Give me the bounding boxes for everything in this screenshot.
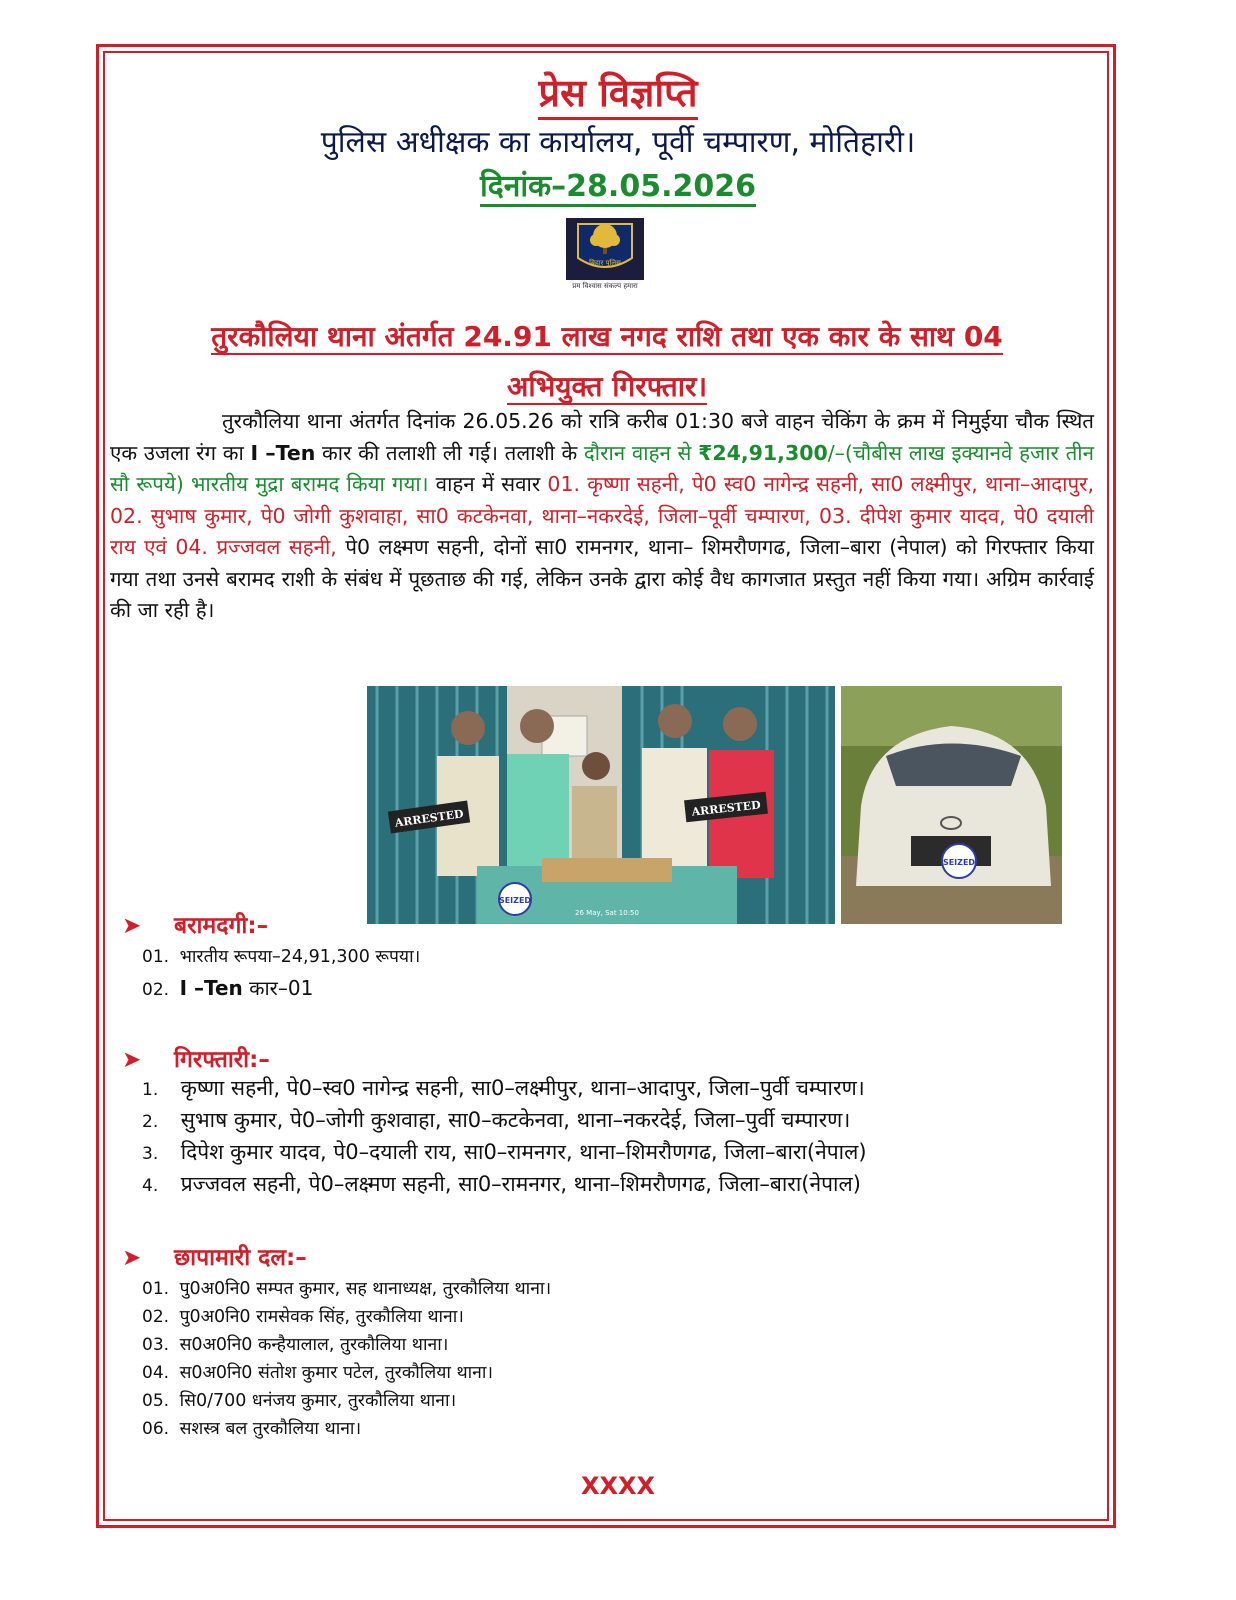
raid-team-member: 01. पु0अ0नि0 सम्पत कुमार, सह थानाध्यक्ष, तुरकौलिया थाना। (142, 1279, 552, 1299)
arrested-label-1: ARRESTED (394, 807, 465, 830)
arrests-heading: ➤ गिरफ्तारी:– (122, 1047, 270, 1073)
arrest-item: 1. कृष्णा सहनी, पे0–स्व0 नागेन्द्र सहनी, सा0–लक्ष्मीपुर, थाना–आदापुर, जिला–पुर्वी चम्पारण। (142, 1076, 865, 1100)
seized-car-photo (841, 686, 1062, 924)
photo-timestamp: 26 May, Sat 10:50 (575, 909, 639, 917)
office-name: पुलिस अधीक्षक का कार्यालय, पूर्वी चम्पारण, मोतिहारी। (320, 125, 916, 160)
raid-team-member: 06. सशस्त्र बल तुरकौलिया थाना। (142, 1419, 362, 1439)
arrest-item: 2. सुभाष कुमार, पे0–जोगी कुशवाहा, सा0–कटकेनवा, थाना–नकरदेई, जिला–पुर्वी चम्पारण। (142, 1108, 851, 1132)
raid-team-member: 04. स0अ0नि0 संतोश कुमार पटेल, तुरकौलिया थाना। (142, 1363, 494, 1383)
body-text-2: कार की तलाशी ली गई। तलाशी के (315, 440, 584, 465)
raid-team-heading: ➤ छापामारी दल:– (122, 1245, 307, 1271)
arrow-bullet-icon: ➤ (122, 1047, 142, 1073)
recovery-heading: ➤ बरामदगी:– (122, 913, 269, 939)
recovery-item: 02. I –Ten कार–01 (142, 976, 314, 1000)
arrest-item: 3. दिपेश कुमार यादव, पे0–दयाली राय, सा0–रामनगर, थाना–शिमरौणगढ, जिला–बारा(नेपाल) (142, 1140, 867, 1164)
car-model: I –Ten (250, 440, 316, 465)
recovery-item: 01. भारतीय रूपया–24,91,300 रूपया। (142, 947, 421, 967)
amount-description: /–(चौबीस लाख इक्यानवे हजार तीन सौ रूपये) भारतीय मुद्रा बरामद किया गया। (110, 440, 1094, 496)
arrow-bullet-icon: ➤ (122, 1245, 142, 1271)
body-text-1: तुरकौलिया थाना अंतर्गत दिनांक 26.05.26 को रात्रि करीब 01:30 बजे वाहन चेकिंग के क्रम में निमुईया चौक स्थित एक उजला रंग का (110, 409, 1094, 465)
body-text-4: पे0 लक्ष्मण सहनी, दोनों सा0 रामनगर, थाना– शिमरौणगढ, जिला–बारा (नेपाल) को गिरफ्तार किया गया तथा उनसे बरामद राशी के संबंध में पूछताछ की गई, लेकिन उनके द्वारा कोई वैध कागजात प्रस्तुत नहीं किया गया। अग्रिम कार्रवाई की जा रही है। (110, 535, 1094, 622)
body-paragraph (110, 406, 1094, 627)
arrested-label-2: ARRESTED (691, 798, 762, 819)
headline (112, 312, 1102, 412)
bihar-police-emblem-icon (566, 218, 644, 280)
arrest-item: 4. प्रज्जवल सहनी, पे0–लक्ष्मण सहनी, सा0–रामनगर, थाना–शिमरौणगढ, जिला–बारा(नेपाल) (142, 1172, 861, 1196)
raid-team-member: 05. सि0/700 धनंजय कुमार, तुरकौलिया थाना। (142, 1391, 457, 1411)
headline-line-2: अभियुक्त गिरफ्तार। (506, 370, 708, 403)
raid-team-member: 02. पु0अ0नि0 रामसेवक सिंह, तुरकौलिया थाना। (142, 1307, 464, 1327)
seized-stamp-1: SEIZED (498, 896, 532, 905)
accused-list: 01. कृष्णा सहनी, पे0 स्व0 नागेन्द्र सहनी, सा0 लक्ष्मीपुर, थाना–आदापुर, 02. सुभाष कुमार, पे0 जोगी कुशवाहा, सा0 कटकेनवा, थाना–नकरदेई, जिला–पूर्वी चम्पारण, 03. दीपेश कुमार यादव, पे0 दयाली राय एवं 04. प्रज्जवल सहनी, (110, 472, 1094, 559)
logo-text: बिहार पुलिस (589, 259, 621, 267)
arrow-bullet-icon: ➤ (122, 913, 142, 939)
body-green-text: दौरान वाहन से (583, 440, 692, 465)
arrested-persons-photo (367, 686, 835, 924)
release-date: दिनांक–28.05.2026 (0, 164, 1236, 205)
recovered-amount: ₹24,91,300 (698, 440, 828, 465)
end-mark: XXXX (580, 1472, 655, 1500)
press-release-title: प्रेस विज्ञप्ति (0, 66, 1236, 118)
body-text-3: वाहन में सवार (428, 472, 548, 496)
seized-stamp-2: SEIZED (942, 858, 976, 867)
raid-team-member: 03. स0अ0नि0 कन्हैयालाल, तुरकौलिया थाना। (142, 1335, 449, 1355)
logo-motto: प्रम विश्वास संकल्प हमारा (572, 282, 638, 290)
headline-line-1: तुरकौलिया थाना अंतर्गत 24.91 लाख नगद राशि तथा एक कार के साथ 04 (211, 320, 1003, 353)
